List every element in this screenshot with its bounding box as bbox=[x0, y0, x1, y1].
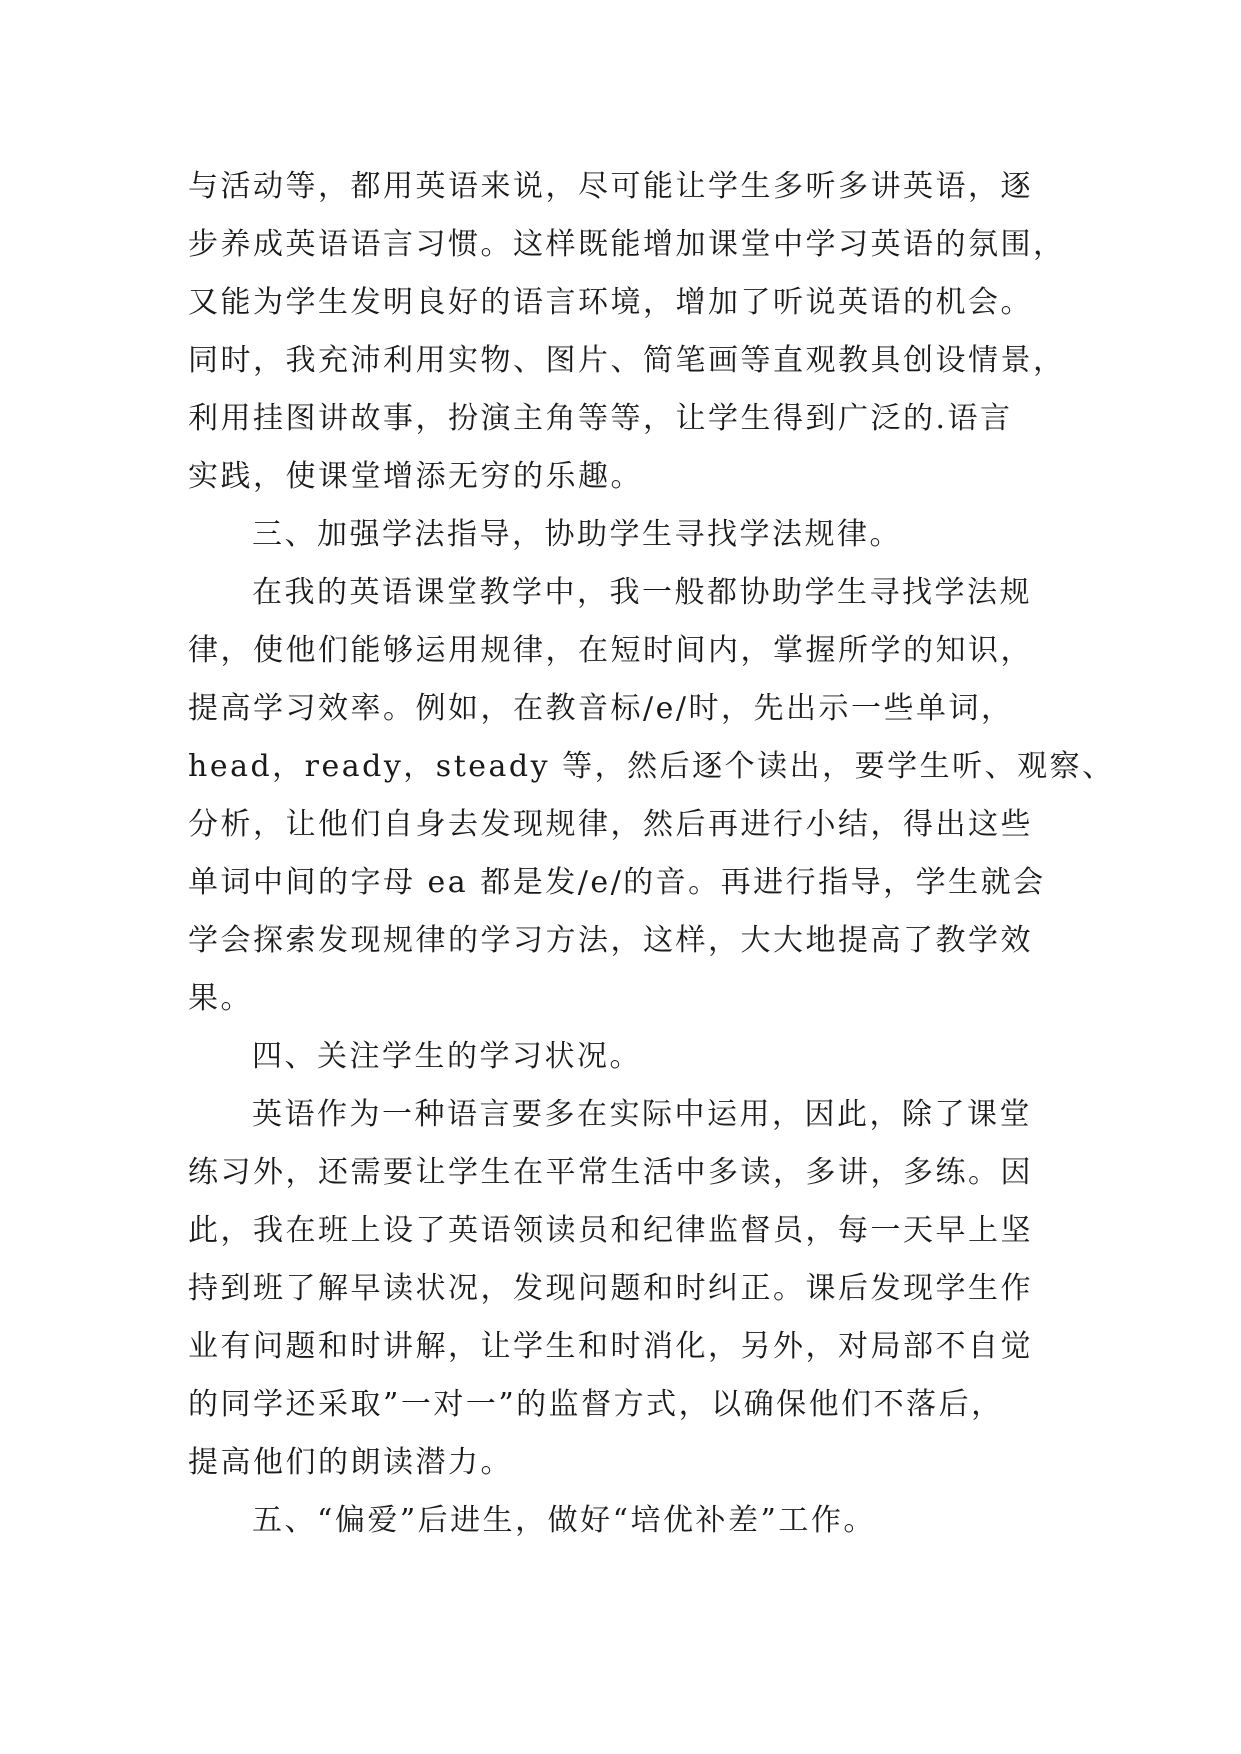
text-line: 此，我在班上设了英语领读员和纪律监督员，每一天早上坚 bbox=[188, 1213, 1033, 1248]
text-line: 提高他们的朗读潜力。 bbox=[188, 1445, 513, 1480]
text-line: 的同学还采取”一对一”的监督方式，以确保他们不落后， bbox=[188, 1387, 1004, 1422]
text-line: 与活动等，都用英语来说，尽可能让学生多听多讲英语，逐 bbox=[188, 169, 1033, 204]
text-line: 步养成英语语言习惯。这样既能增加课堂中学习英语的氛围， bbox=[188, 227, 1066, 262]
text-line: 同时，我充沛利用实物、图片、简笔画等直观教具创设情景， bbox=[188, 343, 1066, 378]
text-line: 实践，使课堂增添无穷的乐趣。 bbox=[188, 459, 643, 494]
section-heading-4: 四、关注学生的学习状况。 bbox=[252, 1039, 642, 1074]
text-line: 利用挂图讲故事，扮演主角等等，让学生得到广泛的.语言 bbox=[188, 401, 1013, 436]
document-body bbox=[188, 158, 1115, 1550]
text-line: 分析，让他们自身去发现规律，然后再进行小结，得出这些 bbox=[188, 807, 1033, 842]
paragraph-start: 在我的英语课堂教学中，我一般都协助学生寻找学法规 bbox=[252, 575, 1032, 610]
text-line: 又能为学生发明良好的语言环境，增加了听说英语的机会。 bbox=[188, 285, 1033, 320]
text-line: 学会探索发现规律的学习方法，这样，大大地提高了教学效 bbox=[188, 923, 1033, 958]
text-line: 果。 bbox=[188, 981, 253, 1016]
text-line: 练习外，还需要让学生在平常生活中多读，多讲，多练。因 bbox=[188, 1155, 1033, 1190]
paragraph-start: 英语作为一种语言要多在实际中运用，因此，除了课堂 bbox=[252, 1097, 1032, 1132]
section-heading-5: 五、“偏爱”后进生，做好“培优补差”工作。 bbox=[252, 1503, 876, 1538]
text-line: 持到班了解早读状况，发现问题和时纠正。课后发现学生作 bbox=[188, 1271, 1033, 1306]
text-line: 律，使他们能够运用规律，在短时间内，掌握所学的知识， bbox=[188, 633, 1033, 668]
text-line: 业有问题和时讲解，让学生和时消化，另外，对局部不自觉 bbox=[188, 1329, 1033, 1364]
text-line: 提高学习效率。例如，在教音标/e/时，先出示一些单词， bbox=[188, 691, 1014, 726]
section-heading-3: 三、加强学法指导，协助学生寻找学法规律。 bbox=[252, 517, 902, 552]
text-line: 单词中间的字母 ea 都是发/e/的音。再进行指导，学生就会 bbox=[188, 865, 1046, 900]
text-line: head，ready，steady 等，然后逐个读出，要学生听、观察、 bbox=[188, 749, 1115, 784]
